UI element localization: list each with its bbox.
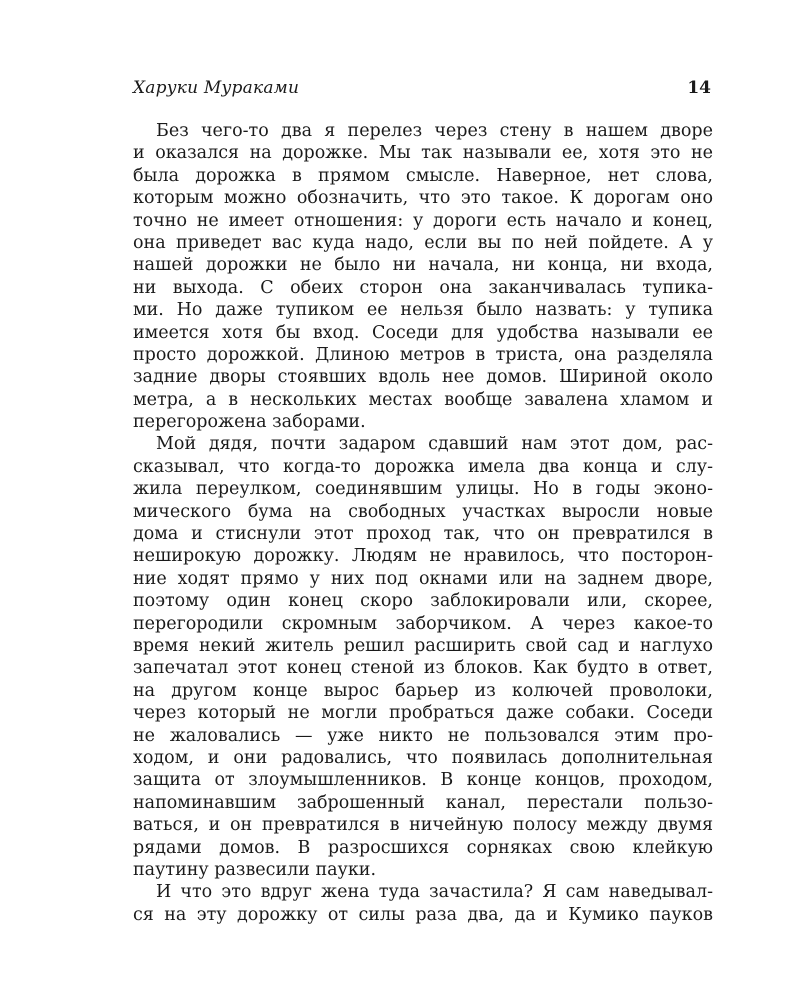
text-line: перегорожена заборами.: [133, 412, 366, 433]
text-line: неширокую дорожку. Людям не нравилось, что посторон-: [133, 546, 713, 567]
text-line: метра, а в нескольких местах вообще завалена хламом и: [133, 389, 713, 410]
text-line: рядами домов. В разросшихся сорняках свою клейкую: [133, 837, 713, 858]
text-line: просто дорожкой. Длиною метров в триста, она разделяла: [133, 344, 713, 365]
text-line: время некий житель решил расширить свой сад и наглухо: [133, 635, 713, 656]
text-line: ние ходят прямо у них под окнами или на заднем дворе,: [133, 568, 713, 589]
text-line: нашей дорожки не было ни начала, ни конца, ни входа,: [133, 255, 713, 276]
text-line: защита от злоумышленников. В конце концов, проходом,: [133, 770, 713, 791]
text-line: она приведет вас куда надо, если вы по ней пойдете. А у: [133, 232, 713, 253]
text-line: точно не имеет отношения: у дороги есть начало и конец,: [133, 210, 713, 231]
text-line: мического бума на свободных участках выросли новые: [133, 501, 713, 522]
text-line: ни выхода. С обеих сторон она заканчивалась тупика-: [133, 277, 713, 298]
text-line: Без чего-то два я перелез через стену в нашем дворе: [156, 121, 713, 141]
text-line: не жаловались — уже никто не пользовался этим про-: [133, 725, 713, 746]
text-line: ваться, и он превратился в ничейную полосу между двумя: [133, 815, 713, 836]
page-number: 14: [687, 78, 711, 98]
text-line: ходом, и они радовались, что появилась дополнительная: [133, 747, 713, 768]
text-line: была дорожка в прямом смысле. Наверное, нет слова,: [133, 165, 713, 186]
text-line: напоминавшим заброшенный канал, перестали пользо-: [133, 792, 713, 813]
text-line: через который не могли пробраться даже собаки. Соседи: [133, 703, 713, 724]
text-line: ся на эту дорожку от силы раза два, да и Кумико пауков: [133, 904, 713, 925]
text-line: сказывал, что когда-то дорожка имела два конца и слу-: [133, 456, 713, 477]
text-line: поэтому один конец скоро заблокировали или, скорее,: [133, 591, 713, 612]
text-line: которым можно обозначить, что это такое. К дорогам оно: [133, 188, 713, 209]
text-line: жила переулком, соединявшим улицы. Но в годы эконо-: [133, 479, 713, 500]
text-line: задние дворы стоявших вдоль нее домов. Шириной около: [133, 367, 713, 388]
text-line: на другом конце вырос барьер из колючей проволоки,: [133, 680, 713, 701]
text-line: дома и стиснули этот проход так, что он превратился в: [133, 524, 713, 545]
text-line: паутину развесили пауки.: [133, 859, 377, 880]
body-text: [133, 120, 713, 926]
text-line: имеется хотя бы вход. Соседи для удобства называли ее: [133, 322, 713, 343]
text-line: И что это вдруг жена туда зачастила? Я сам наведывал-: [156, 882, 713, 903]
text-line: и оказался на дорожке. Мы так называли ее, хотя это не: [133, 143, 713, 164]
text-line: ми. Но даже тупиком ее нельзя было назвать: у тупика: [133, 300, 713, 321]
running-head: [133, 74, 713, 104]
text-line: перегородили скромным заборчиком. А через какое-то: [133, 613, 713, 634]
text-line: запечатал этот конец стеной из блоков. Как будто в ответ,: [133, 658, 713, 679]
text-line: Мой дядя, почти задаром сдавший нам этот дом, рас-: [156, 434, 713, 455]
running-head-author: Харуки Мураками: [133, 78, 300, 98]
